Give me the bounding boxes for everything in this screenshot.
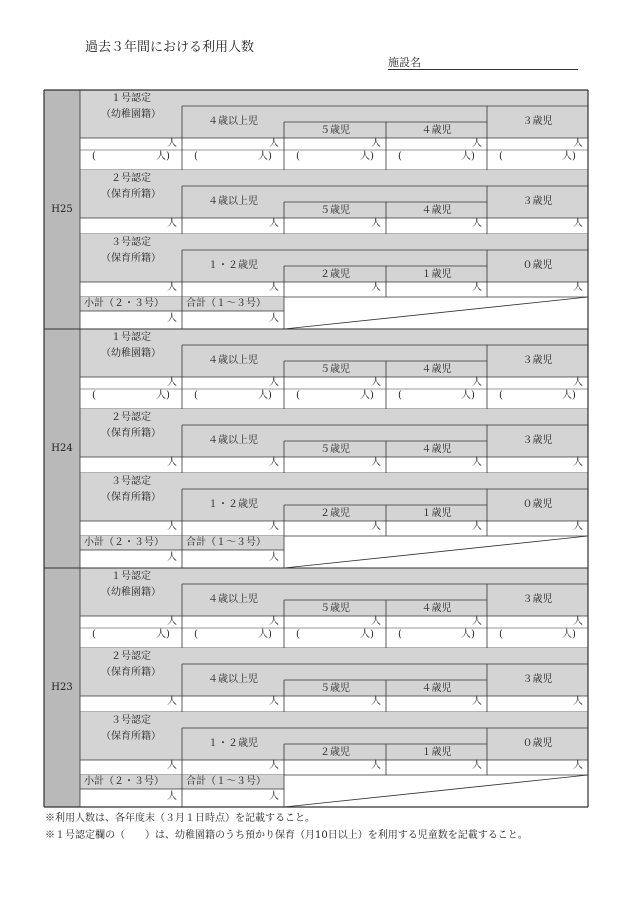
subtotal-value[interactable]: 人	[167, 791, 177, 802]
col-header-combined: ４歳以上児	[208, 116, 258, 127]
paren-open: (	[92, 151, 96, 162]
cert-label-line1: １号認定	[111, 571, 151, 582]
col-header-combined: ４歳以上児	[208, 674, 258, 685]
value-cell-unit[interactable]: 人	[472, 457, 482, 468]
paren-close: 人)	[461, 390, 475, 401]
paren-open: (	[296, 151, 300, 162]
value-cell-unit[interactable]: 人	[269, 218, 279, 229]
paren-close: 人)	[461, 629, 475, 640]
note-2: ※１号認定欄の（ ）は、幼稚園籍のうち預かり保育（月10日以上）を利用する児童数を記載すること。	[45, 830, 528, 841]
value-cell-unit[interactable]: 人	[573, 760, 583, 771]
value-cell-unit[interactable]: 人	[371, 760, 381, 771]
total-label: 合計（１～３号）	[186, 537, 266, 548]
value-cell-unit[interactable]: 人	[167, 696, 177, 707]
paren-close: 人)	[562, 390, 576, 401]
value-cell-unit[interactable]: 人	[371, 696, 381, 707]
cert-label-line1: ２号認定	[111, 651, 151, 662]
col-header-combined: ４歳以上児	[208, 196, 258, 207]
value-cell-unit[interactable]: 人	[269, 696, 279, 707]
col-header-combined: １・２歳児	[208, 738, 258, 749]
col-header-sub: ４歳児	[421, 125, 452, 136]
paren-open: (	[92, 629, 96, 640]
value-cell-unit[interactable]: 人	[472, 616, 482, 627]
paren-close: 人)	[156, 390, 170, 401]
value-cell-unit[interactable]: 人	[472, 138, 482, 149]
cert-label-line2: （保育所籍）	[101, 428, 161, 439]
cert-label-line1: １号認定	[111, 332, 151, 343]
year-label: H25	[51, 203, 73, 215]
value-cell-unit[interactable]: 人	[573, 138, 583, 149]
year-label: H23	[51, 681, 73, 693]
value-cell-unit[interactable]: 人	[371, 218, 381, 229]
paren-open: (	[499, 151, 503, 162]
paren-open: (	[296, 390, 300, 401]
value-cell-unit[interactable]: 人	[472, 218, 482, 229]
value-cell-unit[interactable]: 人	[269, 138, 279, 149]
value-cell-unit[interactable]: 人	[371, 282, 381, 293]
col-header-sub: ２歳児	[320, 269, 350, 280]
paren-open: (	[194, 151, 198, 162]
col-header-sub: ５歳児	[320, 205, 350, 216]
col-header-combined: ０歳児	[522, 738, 553, 749]
cert-label-line2: （幼稚園籍）	[101, 348, 161, 359]
value-cell-unit[interactable]: 人	[472, 696, 482, 707]
paren-close: 人)	[360, 629, 374, 640]
col-header-combined: ３歳児	[522, 594, 553, 605]
total-value[interactable]: 人	[269, 791, 279, 802]
col-header-sub: ５歳児	[320, 125, 350, 136]
paren-open: (	[194, 390, 198, 401]
col-header-sub: ４歳児	[421, 364, 452, 375]
col-header-combined: １・２歳児	[208, 499, 258, 510]
paren-open: (	[398, 151, 402, 162]
col-header-sub: ２歳児	[320, 508, 350, 519]
total-label: 合計（１～３号）	[186, 776, 266, 787]
value-cell-unit[interactable]: 人	[269, 616, 279, 627]
value-cell-unit[interactable]: 人	[472, 282, 482, 293]
cert-label-line2: （保育所籍）	[101, 189, 161, 200]
value-cell-unit[interactable]: 人	[573, 521, 583, 532]
cert-label-line1: ２号認定	[111, 173, 151, 184]
col-header-sub: １歳児	[421, 747, 452, 758]
col-header-combined: ４歳以上児	[208, 594, 258, 605]
paren-open: (	[499, 629, 503, 640]
value-cell-unit[interactable]: 人	[269, 521, 279, 532]
cert-label-line2: （保育所籍）	[101, 492, 161, 503]
col-header-sub: ５歳児	[320, 444, 350, 455]
cert-label-line2: （幼稚園籍）	[101, 587, 161, 598]
col-header-sub: １歳児	[421, 508, 452, 519]
value-cell-unit[interactable]: 人	[269, 760, 279, 771]
cert-label-line1: １号認定	[111, 93, 151, 104]
paren-open: (	[92, 390, 96, 401]
value-cell-unit[interactable]: 人	[167, 616, 177, 627]
cert-label-line1: ３号認定	[111, 476, 151, 487]
value-cell-unit[interactable]: 人	[167, 282, 177, 293]
cert-label-line2: （保育所籍）	[101, 253, 161, 264]
col-header-sub: ２歳児	[320, 747, 350, 758]
value-cell-unit[interactable]: 人	[167, 377, 177, 388]
paren-open: (	[398, 629, 402, 640]
value-cell-unit[interactable]: 人	[573, 377, 583, 388]
value-cell-unit[interactable]: 人	[167, 218, 177, 229]
col-header-sub: ４歳児	[421, 603, 452, 614]
total-value[interactable]: 人	[269, 313, 279, 324]
paren-close: 人)	[360, 390, 374, 401]
paren-close: 人)	[156, 151, 170, 162]
subtotal-label: 小計（２・３号）	[84, 776, 164, 787]
col-header-combined: ０歳児	[522, 260, 553, 271]
value-cell-unit[interactable]: 人	[573, 282, 583, 293]
col-header-sub: ５歳児	[320, 603, 350, 614]
col-header-combined: ３歳児	[522, 355, 553, 366]
value-cell-unit[interactable]: 人	[269, 377, 279, 388]
value-cell-unit[interactable]: 人	[472, 521, 482, 532]
value-cell-unit[interactable]: 人	[472, 760, 482, 771]
paren-close: 人)	[562, 629, 576, 640]
subtotal-value[interactable]: 人	[167, 313, 177, 324]
paren-open: (	[194, 629, 198, 640]
col-header-combined: ３歳児	[522, 116, 553, 127]
value-cell-unit[interactable]: 人	[573, 616, 583, 627]
col-header-combined: ４歳以上児	[208, 355, 258, 366]
paren-open: (	[499, 390, 503, 401]
col-header-sub: ５歳児	[320, 364, 350, 375]
value-cell-unit[interactable]: 人	[371, 457, 381, 468]
value-cell-unit[interactable]: 人	[371, 616, 381, 627]
value-cell-unit[interactable]: 人	[371, 377, 381, 388]
paren-close: 人)	[258, 390, 272, 401]
paren-close: 人)	[258, 629, 272, 640]
cert-label-line1: ３号認定	[111, 237, 151, 248]
paren-close: 人)	[562, 151, 576, 162]
value-cell-unit[interactable]: 人	[472, 377, 482, 388]
value-cell-unit[interactable]: 人	[167, 760, 177, 771]
note-1: ※利用人数は、各年度末（３月１日時点）を記載すること。	[45, 813, 315, 824]
diagonal-slash	[284, 775, 588, 807]
subtotal-label: 小計（２・３号）	[84, 537, 164, 548]
total-value[interactable]: 人	[269, 552, 279, 563]
paren-open: (	[296, 629, 300, 640]
cert-label-line2: （幼稚園籍）	[101, 109, 161, 120]
col-header-combined: ３歳児	[522, 196, 553, 207]
value-cell-unit[interactable]: 人	[371, 521, 381, 532]
value-cell-unit[interactable]: 人	[269, 282, 279, 293]
col-header-sub: １歳児	[421, 269, 452, 280]
col-header-combined: ０歳児	[522, 499, 553, 510]
col-header-sub: ４歳児	[421, 205, 452, 216]
value-cell-unit[interactable]: 人	[167, 138, 177, 149]
value-cell-unit[interactable]: 人	[573, 218, 583, 229]
paren-close: 人)	[461, 151, 475, 162]
col-header-sub: ４歳児	[421, 683, 452, 694]
cert-label-line1: ２号認定	[111, 412, 151, 423]
facility-name-field[interactable]: 施設名	[388, 54, 578, 70]
value-cell-unit[interactable]: 人	[573, 696, 583, 707]
paren-open: (	[398, 390, 402, 401]
col-header-combined: ４歳以上児	[208, 435, 258, 446]
col-header-combined: ３歳児	[522, 435, 553, 446]
page-title: 過去３年間における利用人数	[85, 40, 255, 55]
value-cell-unit[interactable]: 人	[167, 457, 177, 468]
subtotal-label: 小計（２・３号）	[84, 298, 164, 309]
col-header-sub: ４歳児	[421, 444, 452, 455]
value-cell-unit[interactable]: 人	[269, 457, 279, 468]
cert-label-line2: （保育所籍）	[101, 667, 161, 678]
diagonal-slash	[284, 297, 588, 329]
value-cell-unit[interactable]: 人	[573, 457, 583, 468]
col-header-sub: ５歳児	[320, 683, 350, 694]
paren-close: 人)	[258, 151, 272, 162]
col-header-combined: １・２歳児	[208, 260, 258, 271]
diagonal-slash	[284, 536, 588, 568]
cert-label-line2: （保育所籍）	[101, 731, 161, 742]
subtotal-value[interactable]: 人	[167, 552, 177, 563]
paren-close: 人)	[156, 629, 170, 640]
year-label: H24	[51, 442, 73, 454]
col-header-combined: ３歳児	[522, 674, 553, 685]
value-cell-unit[interactable]: 人	[167, 521, 177, 532]
value-cell-unit[interactable]: 人	[371, 138, 381, 149]
total-label: 合計（１～３号）	[186, 298, 266, 309]
paren-close: 人)	[360, 151, 374, 162]
cert-label-line1: ３号認定	[111, 715, 151, 726]
